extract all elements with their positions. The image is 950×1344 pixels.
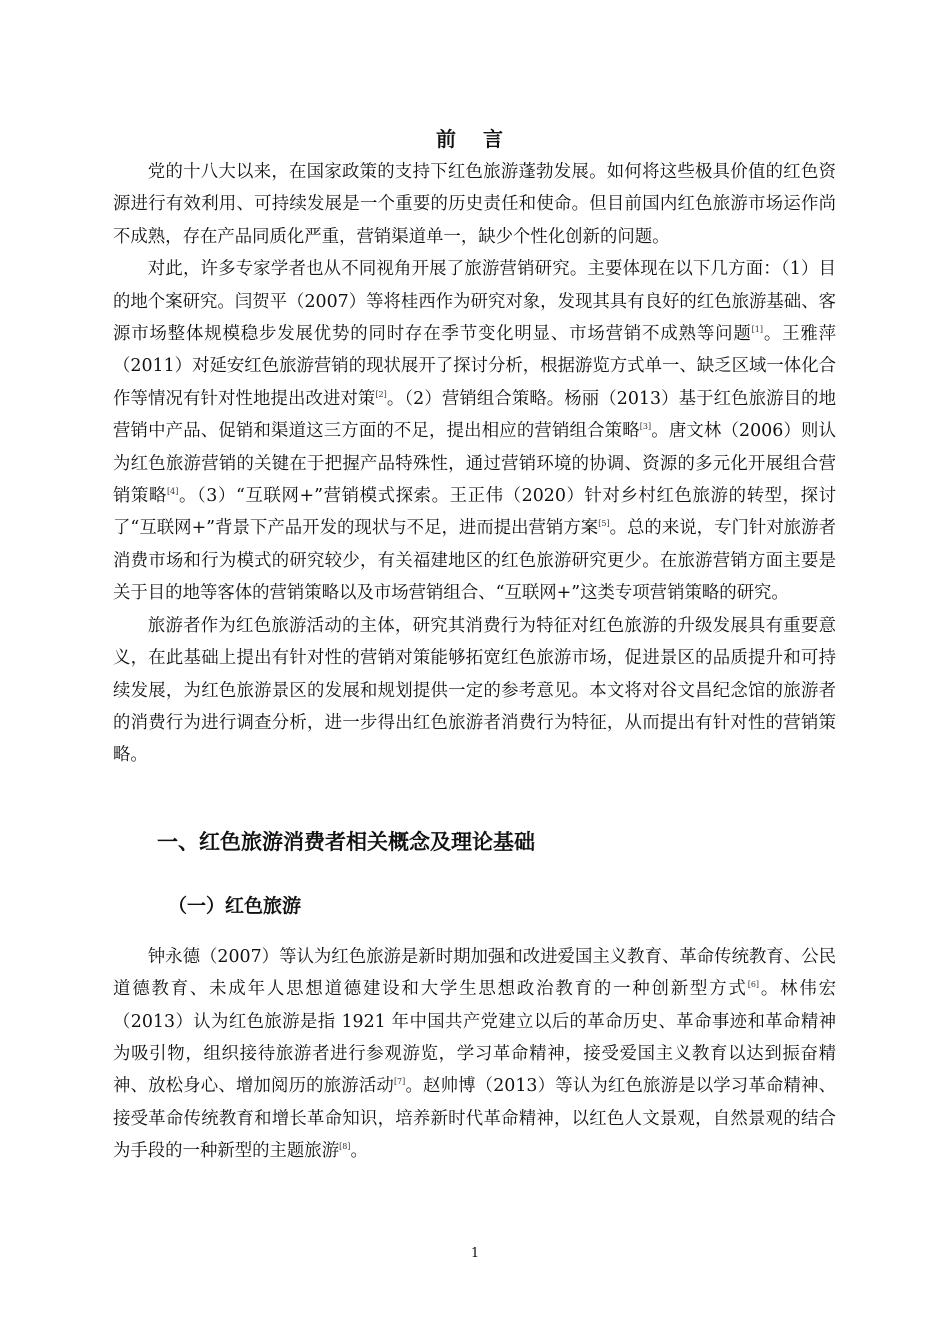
citation-ref: [5] <box>598 519 610 529</box>
preface-paragraph <box>113 253 836 609</box>
text-run: 旅游者作为红色旅游活动的主体，研究其消费行为特征对红色旅游的升级发展具有重要意义，在此基础上提出有针对性的营销对策能够拓宽红色旅游市场，促进景区的品质提升和可持续发展，为红色旅游景区的发展和规划提供一定的参考意见。本文将对谷文昌纪念馆的旅游者的消费行为进行调查分析，进一步得出红色旅游者消费行为特征，从而提出有针对性的营销策略。 <box>113 615 836 766</box>
citation-ref: [6] <box>747 980 760 990</box>
preface-paragraph <box>113 610 836 772</box>
section-heading: 一、红色旅游消费者相关概念及理论基础 <box>157 829 535 854</box>
preface-title: 前 言 <box>436 127 513 151</box>
preface-body <box>113 156 836 772</box>
citation-ref: [8] <box>339 1142 351 1152</box>
citation-ref: [3] <box>639 422 652 432</box>
text-run: 。林伟宏（2013）认为红色旅游是指 1921 年中国共产党建立以后的革命历史、革命事迹和革命精神为吸引物，组织接待旅游者进行参观游览，学习革命精神，接受爱国主义教育以达到振奋精神、放松身心、增加阅历的旅游活动 <box>113 979 836 1097</box>
page-number: 1 <box>470 1246 480 1261</box>
subsection-paragraph <box>113 941 836 1168</box>
citation-ref: [1] <box>751 325 763 335</box>
text-run: 。赵帅博（2013）等认为红色旅游是以学习革命精神、接受革命传统教育和增长革命知识，培养新时代革命精神，以红色人文景观，自然景观的结合为手段的一种新型的主题旅游 <box>113 1076 836 1162</box>
citation-ref: [4] <box>167 487 179 497</box>
text-run: 。（2）营销组合策略。杨丽（2013）基于红色旅游目的地营销中产品、促销和渠道这三方面的不足，提出相应的营销组合策略 <box>113 388 836 442</box>
text-run: 。王雅萍（2011）对延安红色旅游营销的现状展开了探讨分析，根据游览方式单一、缺乏区域一体化合作等情况有针对性地提出改进对策 <box>113 324 836 409</box>
text-run: 党的十八大以来，在国家政策的支持下红色旅游蓬勃发展。如何将这些极具价值的红色资源进行有效利用、可持续发展是一个重要的历史责任和使命。但目前国内红色旅游市场运作尚不成熟，存在产品同质化严重，营销渠道单一，缺少个性化创新的问题。 <box>113 162 836 247</box>
subsection-body <box>113 941 836 1168</box>
text-run: 。（3）“互联网+”营销模式探索。王正伟（2020）针对乡村红色旅游的转型，探讨了“互联网+”背景下产品开发的现状与不足，进而提出营销方案 <box>113 486 836 539</box>
subsection-heading: （一）红色旅游 <box>168 894 302 917</box>
citation-ref: [2] <box>375 390 387 400</box>
citation-ref: [7] <box>393 1077 406 1087</box>
text-run: 。 <box>350 1141 368 1162</box>
text-run: 。总的来说，专门针对旅游者消费市场和行为模式的研究较少，有关福建地区的红色旅游研究更少。在旅游营销方面主要是关于目的地等客体的营销策略以及市场营销组合、“互联网+”这类专项营销策略的研究。 <box>113 518 836 604</box>
preface-paragraph <box>113 156 836 253</box>
text-run: 。唐文林（2006）则认为红色旅游营销的关键在于把握产品特殊性，通过营销环境的协调、资源的多元化开展组合营销策略 <box>113 421 836 507</box>
text-run: 对此，许多专家学者也从不同视角开展了旅游营销研究。主要体现在以下几方面：（1）目的地个案研究。闫贺平（2007）等将桂西作为研究对象，发现其具有良好的红色旅游基础、客源市场整体规模稳步发展优势的同时存在季节变化明显、市场营销不成熟等问题 <box>113 259 836 345</box>
page-content <box>113 124 836 1168</box>
text-run: 钟永德（2007）等认为红色旅游是新时期加强和改进爱国主义教育、革命传统教育、公民道德教育、未成年人思想道德建设和大学生思想政治教育的一种创新型方式 <box>113 946 836 1000</box>
